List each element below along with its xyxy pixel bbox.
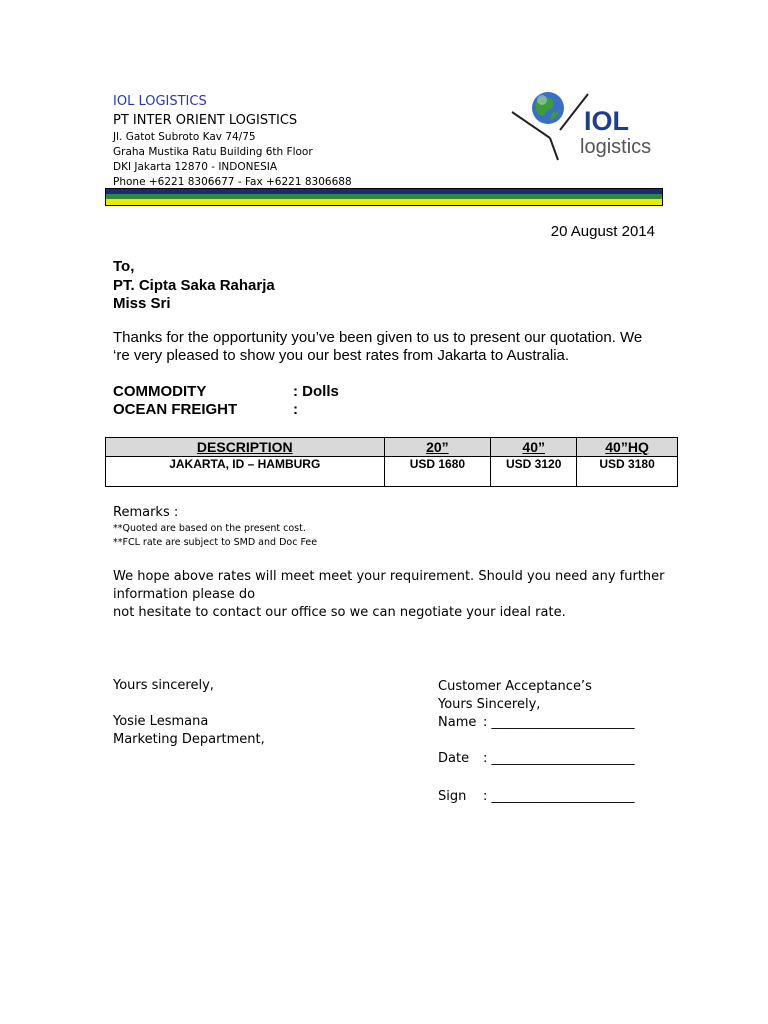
customer-acceptance-title: Customer Acceptance’s: [438, 679, 592, 694]
closing-line: We hope above rates will meet meet your requirement. Should you need any further: [113, 569, 665, 584]
customer-yours-sincerely: Yours Sincerely,: [438, 697, 541, 712]
table-header-row: [106, 438, 678, 457]
route-cell: JAKARTA, ID – HAMBURG: [106, 457, 385, 487]
commodity-label: COMMODITY: [113, 383, 207, 400]
yours-sincerely: Yours sincerely,: [113, 678, 214, 693]
address-line: Jl. Gatot Subroto Kav 74/75: [113, 131, 256, 143]
logo-text-logistics: logistics: [580, 136, 652, 158]
name-field[interactable]: : ______________________: [483, 715, 635, 730]
phone-fax-line: Phone +6221 8306677 - Fax +6221 8306688: [113, 176, 352, 188]
remark-item: **FCL rate are subject to SMD and Doc Fee: [113, 537, 318, 548]
sign-label: Sign: [438, 789, 467, 804]
rate-40ft-cell: USD 3120: [491, 457, 577, 487]
header-40ft: 40”: [491, 438, 577, 457]
header-20ft: 20”: [384, 438, 491, 457]
recipient-person: Miss Sri: [113, 295, 171, 312]
recipient-to: To,: [113, 258, 135, 275]
rates-table: [105, 437, 678, 487]
address-line: Graha Mustika Ratu Building 6th Floor: [113, 146, 313, 158]
commodity-value: : Dolls: [293, 383, 339, 400]
ocean-freight-label: OCEAN FREIGHT: [113, 401, 238, 418]
signatory-department: Marketing Department,: [113, 732, 265, 747]
remarks-title: Remarks :: [113, 505, 179, 520]
date-label: Date: [438, 751, 470, 766]
signatory-name: Yosie Lesmana: [113, 714, 209, 729]
address-line: DKI Jakarta 12870 - INDONESIA: [113, 161, 278, 173]
remark-item: **Quoted are based on the present cost.: [113, 523, 306, 534]
intro-line: ‘re very pleased to show you our best rates from Jakarta to Australia.: [113, 347, 570, 364]
header-40hq: 40”HQ: [577, 438, 678, 457]
company-brand: IOL LOGISTICS: [113, 94, 207, 109]
intro-line: Thanks for the opportunity you’ve been given to us to present our quotation. We: [113, 329, 643, 346]
company-logo: [508, 86, 668, 166]
recipient-company: PT. Cipta Saka Raharja: [113, 277, 275, 294]
rate-20ft-cell: USD 1680: [384, 457, 491, 487]
company-name: PT INTER ORIENT LOGISTICS: [113, 113, 298, 128]
sign-field[interactable]: : ______________________: [483, 789, 635, 804]
name-label: Name: [438, 715, 477, 730]
header-description: DESCRIPTION: [106, 438, 385, 457]
letterhead-divider: [105, 188, 663, 206]
closing-line: not hesitate to contact our office so we can negotiate your ideal rate.: [113, 605, 566, 620]
letter-date: 20 August 2014: [550, 223, 655, 240]
ocean-freight-value: :: [293, 401, 298, 418]
date-field[interactable]: : ______________________: [483, 751, 635, 766]
closing-line: information please do: [113, 587, 256, 602]
logo-text-iol: IOL: [584, 106, 629, 136]
rate-40hq-cell: USD 3180: [577, 457, 678, 487]
table-row: [106, 457, 678, 487]
